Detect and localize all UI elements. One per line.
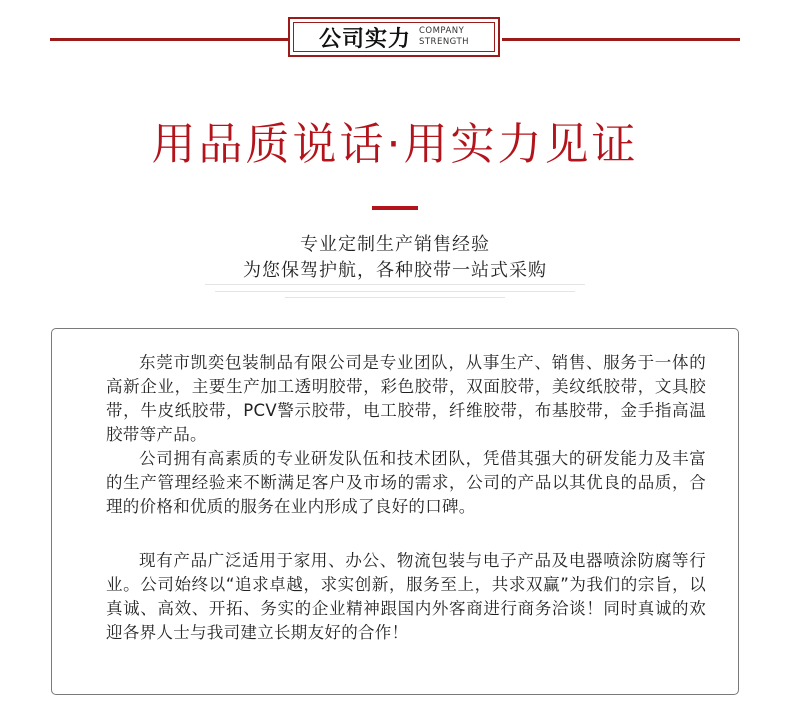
decorative-rule xyxy=(285,297,505,298)
section-title-english-line2: STRENGTH xyxy=(418,37,470,47)
header-right-line xyxy=(502,38,740,41)
section-title: 公司实力 xyxy=(318,26,411,52)
decorative-rule xyxy=(205,284,585,285)
subtitle-line-1: 专业定制生产销售经验 xyxy=(300,234,490,255)
header-left-line xyxy=(50,38,288,41)
section-title-english xyxy=(419,26,469,48)
intro-paragraph-3: 现有产品广泛适用于家用、办公、物流包装与电子产品及电器喷涂防腐等行业。公司始终以“追求卓越，求实创新，服务至上，共求双赢”为我们的宗旨，以真诚、高效、开拓、务实的企业精神跟国内外客商进行商务洽谈！同时真诚的欢迎各界人士与我司建立长期友好的合作！ xyxy=(106,551,706,642)
intro-paragraph-2: 公司拥有高素质的专业研发队伍和技术团队，凭借其强大的研发能力及丰富的生产管理经验来不断满足客户及市场的需求，公司的产品以其优良的品质，合理的价格和优质的服务在业内形成了良好的口碑。 xyxy=(106,449,706,516)
intro-paragraph-1: 东莞市凯奕包装制品有限公司是专业团队，从事生产、销售、服务于一体的高新企业，主要生产加工透明胶带，彩色胶带，双面胶带，美纹纸胶带，文具胶带，牛皮纸胶带，PCV警示胶带，电工胶带，纤维胶带，布基胶带，金手指高温胶带等产品。 xyxy=(106,353,706,444)
section-header-frame xyxy=(293,22,495,52)
subtitle-line-2: 为您保驾护航，各种胶带一站式采购 xyxy=(243,260,547,281)
company-intro-box xyxy=(51,328,739,695)
accent-divider xyxy=(372,206,418,210)
section-title-english-line1: COMPANY xyxy=(418,26,465,36)
section-header xyxy=(288,17,500,57)
decorative-rule xyxy=(215,291,575,292)
slogan-heading: 用品质说话·用实力见证 xyxy=(151,119,639,170)
